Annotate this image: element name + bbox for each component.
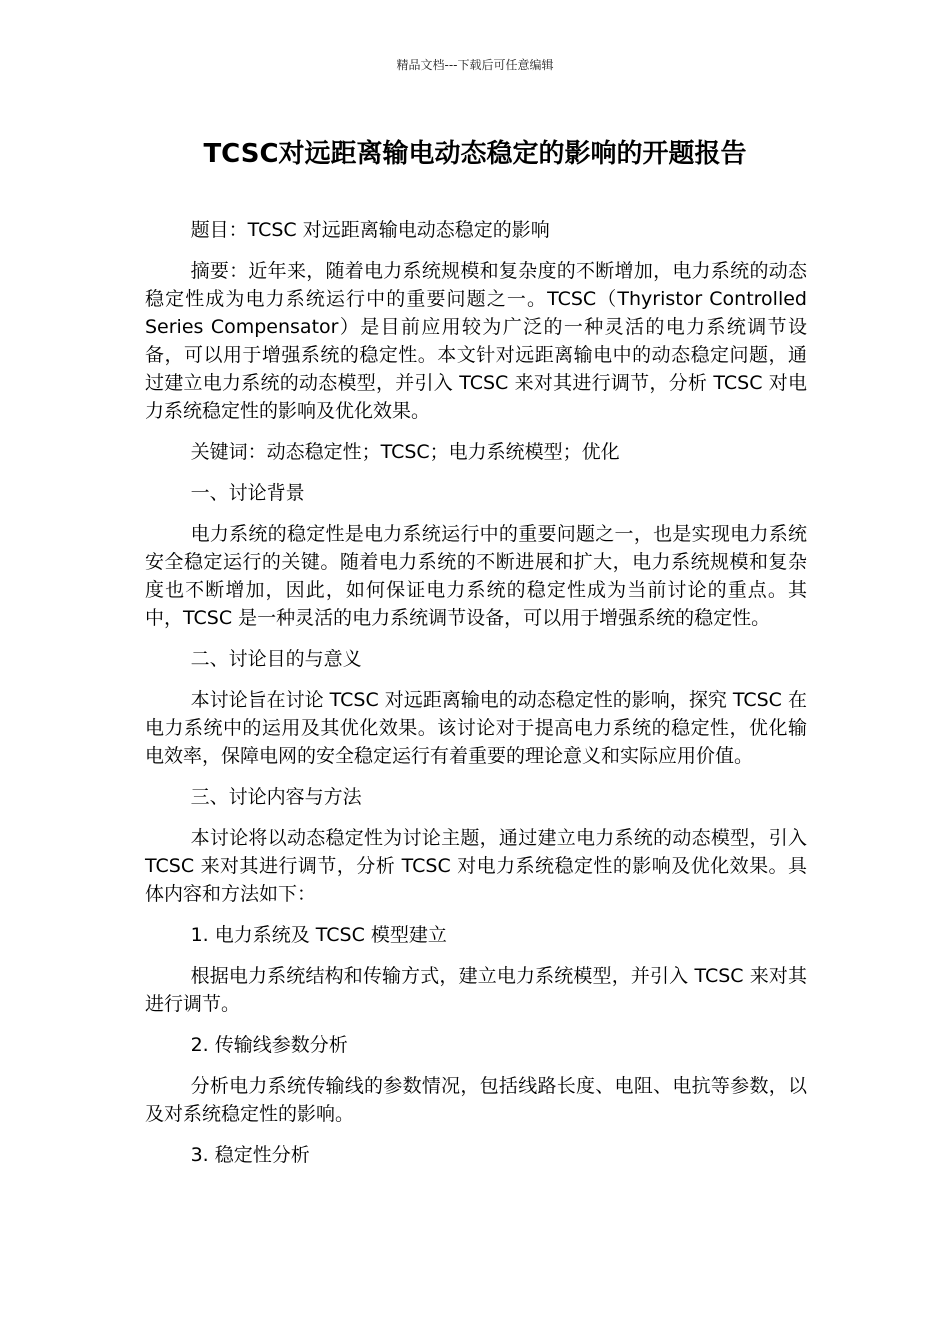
- section-heading-methods: 三、讨论内容与方法: [190, 786, 362, 808]
- methods-paragraph: 本讨论将以动态稳定性为讨论主题，通过建立电力系统的动态模型，引入 TCSC 来对其进行调节，分析 TCSC 对电力系统稳定性的影响及优化效果。具体内容和方法如下：: [145, 827, 807, 905]
- background-paragraph: 电力系统的稳定性是电力系统运行中的重要问题之一，也是实现电力系统安全稳定运行的关键。随着电力系统的不断进展和扩大，电力系统规模和复杂度也不断增加，因此，如何保证电力系统的稳定性成为当前讨论的重点。其中，TCSC 是一种灵活的电力系统调节设备，可以用于增强系统的稳定性。: [145, 523, 807, 629]
- abstract-paragraph: 摘要：近年来，随着电力系统规模和复杂度的不断增加，电力系统的动态稳定性成为电力系统运行中的重要问题之一。TCSC（Thyristor Controlled Series Compensator）是目前应用较为广泛的一种灵活的电力系统调节设备，可以用于增强系统的稳定性。本文针对远距离输电中的动态稳定问题，通过建立电力系统的动态模型，并引入 TCSC 来对其进行调节，分析 TCSC 对电力系统稳定性的影响及优化效果。: [145, 260, 807, 422]
- method-item-2-text: 分析电力系统传输线的参数情况，包括线路长度、电阻、电抗等参数，以及对系统稳定性的影响。: [145, 1075, 807, 1125]
- section-heading-background: 一、讨论背景: [190, 482, 305, 504]
- method-item-1-text: 根据电力系统结构和传输方式，建立电力系统模型，并引入 TCSC 来对其进行调节。: [145, 965, 807, 1015]
- document-body: [145, 216, 807, 1182]
- method-item-1-heading: 1. 电力系统及 TCSC 模型建立: [190, 924, 447, 946]
- method-item-3-heading: 3. 稳定性分析: [190, 1144, 310, 1166]
- method-item-2-heading: 2. 传输线参数分析: [190, 1034, 348, 1056]
- document-title: TCSC对远距离输电动态稳定的影响的开题报告: [203, 139, 747, 169]
- header-note: 精品文档---下载后可任意编辑: [396, 58, 554, 72]
- topic-line: 题目：TCSC 对远距离输电动态稳定的影响: [190, 219, 550, 241]
- section-heading-purpose: 二、讨论目的与意义: [190, 648, 362, 670]
- keywords-line: 关键词：动态稳定性；TCSC；电力系统模型；优化: [190, 441, 620, 463]
- purpose-paragraph: 本讨论旨在讨论 TCSC 对远距离输电的动态稳定性的影响，探究 TCSC 在电力系统中的运用及其优化效果。该讨论对于提高电力系统的稳定性，优化输电效率，保障电网的安全稳定运行有着重要的理论意义和实际应用价值。: [145, 689, 807, 767]
